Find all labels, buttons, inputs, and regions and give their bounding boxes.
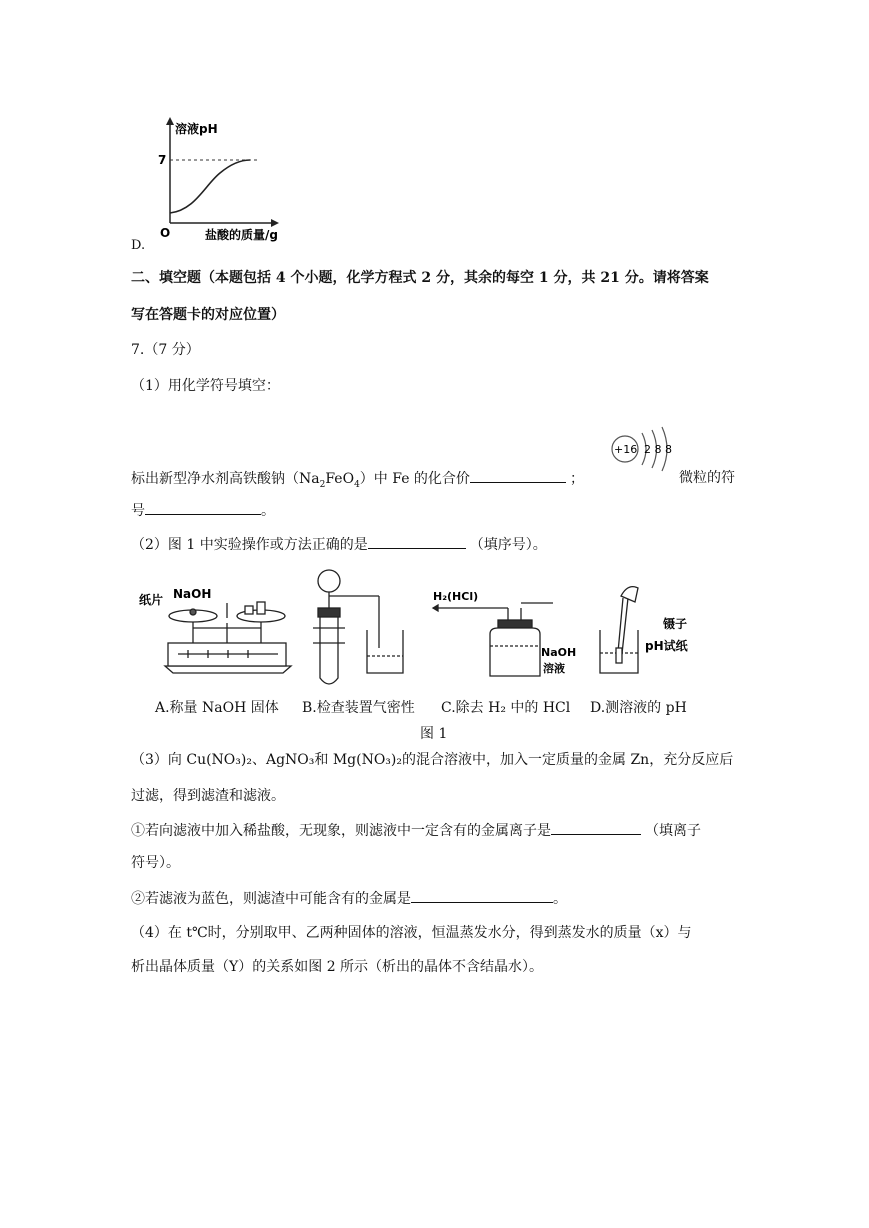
gas-washing-bottle-icon (433, 603, 553, 676)
caption-d: D.测溶液的 pH (590, 700, 687, 716)
answer-blank-metals[interactable] (411, 888, 553, 903)
sub-2: 2 (319, 479, 326, 490)
graph-origin: O (160, 226, 171, 240)
caption-c: C.除去 H₂ 中的 HCl (441, 700, 571, 716)
q7-part3-line2: 过滤，得到滤渣和滤液。 (131, 788, 285, 804)
test-tube-beaker-icon (313, 570, 403, 684)
figure-1-title: 图 1 (420, 726, 448, 742)
label-solution-c: 溶液 (543, 662, 565, 675)
caption-b: B.检查装置气密性 (302, 700, 415, 716)
part3-q2-text: ②若滤液为蓝色，则滤渣中可能含有的金属是 (131, 891, 411, 907)
q7-part3-q1 (131, 820, 701, 841)
text-na-feo4-a: 标出新型净水剂高铁酸钠（Na (131, 471, 320, 487)
ph-curve-graph (150, 115, 300, 245)
text-semicolon: ； (569, 471, 584, 487)
option-d-label: D. (131, 238, 146, 253)
label-h2-hcl: H₂(HCl) (433, 590, 479, 603)
q7-part1: （1）用化学符号填空： (131, 378, 280, 394)
atom-shell-electrons: 2 8 8 (644, 443, 672, 456)
q7-part1-line2 (131, 500, 275, 521)
label-tweezers: 镊子 (663, 617, 688, 631)
section-title-line2: 写在答题卡的对应位置） (131, 307, 285, 323)
lab-apparatus-illustration (133, 568, 733, 748)
answer-blank-fig1[interactable] (368, 534, 466, 549)
part3-q2-end: 。 (553, 891, 567, 907)
q7-part4-line1: （4）在 t℃时，分别取甲、乙两种固体的溶液，恒温蒸发水分，得到蒸发水的质量（x）与 (131, 925, 692, 941)
q7-part3-q1-line2: 符号）。 (131, 855, 180, 871)
caption-a: A.称量 NaOH 固体 (155, 700, 279, 716)
balance-scale-icon (165, 602, 291, 673)
text-particle-symbol: 微粒的符 (679, 470, 735, 486)
q7-part2 (131, 534, 547, 555)
label-naoh-a: NaOH (173, 587, 212, 601)
part3-q1-text: ①若向滤液中加入稀盐酸，无现象，则滤液中一定含有的金属离子是 (131, 823, 551, 839)
answer-blank-ions[interactable] (551, 820, 641, 835)
text-period: 。 (261, 503, 275, 519)
graph-xlabel: 盐酸的质量/g (205, 228, 278, 242)
sub-4: 4 (354, 479, 360, 490)
text-na-feo4-b: FeO (325, 471, 355, 487)
atom-structure-icon (608, 425, 688, 485)
graph-d (150, 115, 300, 245)
answer-blank-valence[interactable] (470, 468, 566, 483)
label-ph-paper: pH试纸 (645, 639, 688, 653)
atom-nucleus-label: +16 (614, 443, 638, 456)
part3-q1-end: （填离子 (645, 823, 701, 839)
text-fe-valence: ）中 Fe 的化合价 (359, 471, 470, 487)
part2-end: （填序号）。 (469, 537, 547, 553)
part2-text: （2）图 1 中实验操作或方法正确的是 (131, 537, 368, 553)
answer-blank-particle[interactable] (145, 500, 261, 515)
figure-1 (133, 568, 733, 748)
text-hao: 号 (131, 503, 145, 519)
ph-test-beaker-icon (600, 587, 638, 673)
q7-part4-line2: 析出晶体质量（Y）的关系如图 2 所示（析出的晶体不含结晶水）。 (131, 959, 544, 975)
graph-tick-7: 7 (158, 153, 167, 167)
q7-part3-line1: （3）向 Cu(NO₃)₂、AgNO₃和 Mg(NO₃)₂的混合溶液中，加入一定质量的金属 Zn，充分反应后 (131, 752, 734, 768)
section-title-line1: 二、填空题（本题包括 4 个小题，化学方程式 2 分，其余的每空 1 分，共 21 分。请将答案 (131, 270, 709, 286)
q7-part3-q2 (131, 888, 567, 909)
label-naoh-c: NaOH (541, 646, 577, 659)
graph-ylabel: 溶液pH (175, 122, 218, 136)
q7-part1-line (131, 468, 584, 495)
q7-header: 7.（7 分） (131, 342, 200, 358)
label-paper: 纸片 (139, 593, 164, 607)
